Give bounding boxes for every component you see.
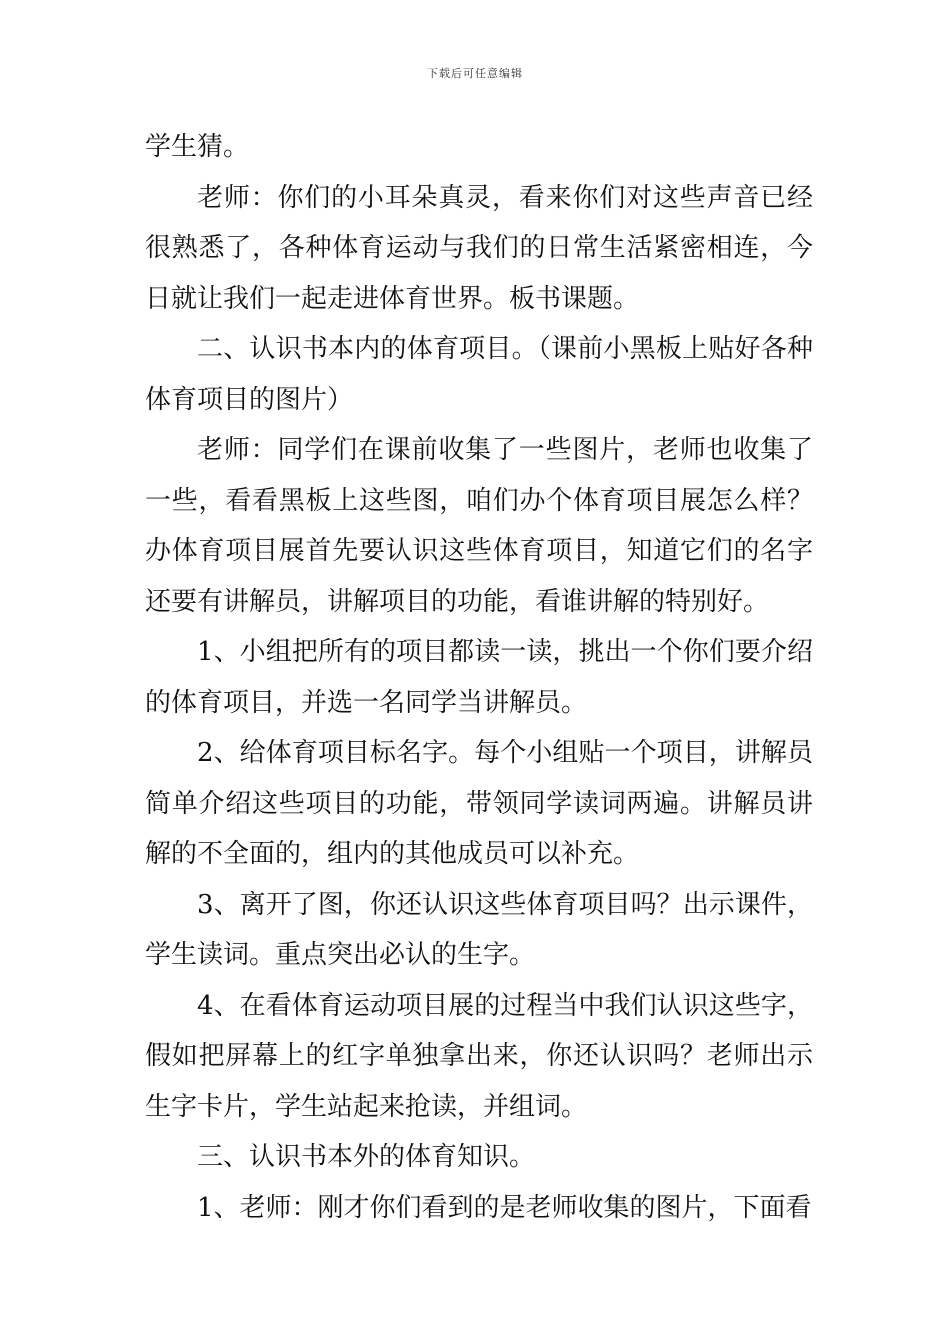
paragraph-8: 4、在看体育运动项目展的过程当中我们认识这些字，假如把屏幕上的红字单独拿出来，你还认识吗？老师出示生字卡片，学生站起来抢读，并组词。 [145, 990, 813, 1122]
paragraph-4: 老师：同学们在课前收集了一些图片，老师也收集了一些，看看黑板上这些图，咱们办个体育项目展怎么样？办体育项目展首先要认识这些体育项目，知道它们的名字还要有讲解员，讲解项目的功能，看谁讲解的特别好。 [145, 435, 813, 617]
paragraph-10: 1、老师：刚才你们看到的是老师收集的图片，下面看 [197, 1192, 812, 1223]
paragraph-6: 2、给体育项目标名字。每个小组贴一个项目，讲解员简单介绍这些项目的功能，带领同学读词两遍。讲解员讲解的不全面的，组内的其他成员可以补充。 [145, 738, 813, 869]
document-body [145, 122, 813, 1233]
paragraph-1: 学生猜。 [145, 132, 250, 162]
paragraph-2: 老师：你们的小耳朵真灵，看来你们对这些声音已经很熟悉了，各种体育运动与我们的日常生活紧密相连，今日就让我们一起走进体育世界。板书课题。 [145, 182, 813, 314]
paragraph-7: 3、离开了图，你还认识这些体育项目吗？出示课件，学生读词。重点突出必认的生字。 [145, 889, 813, 970]
paragraph-3: 二、认识书本内的体育项目。（课前小黑板上贴好各种体育项目的图片） [145, 334, 813, 415]
page-header-note: 下载后可任意编辑 [427, 67, 523, 80]
paragraph-9: 三、认识书本外的体育知识。 [197, 1142, 536, 1172]
paragraph-5: 1、小组把所有的项目都读一读，挑出一个你们要介绍的体育项目，并选一名同学当讲解员。 [145, 637, 813, 718]
